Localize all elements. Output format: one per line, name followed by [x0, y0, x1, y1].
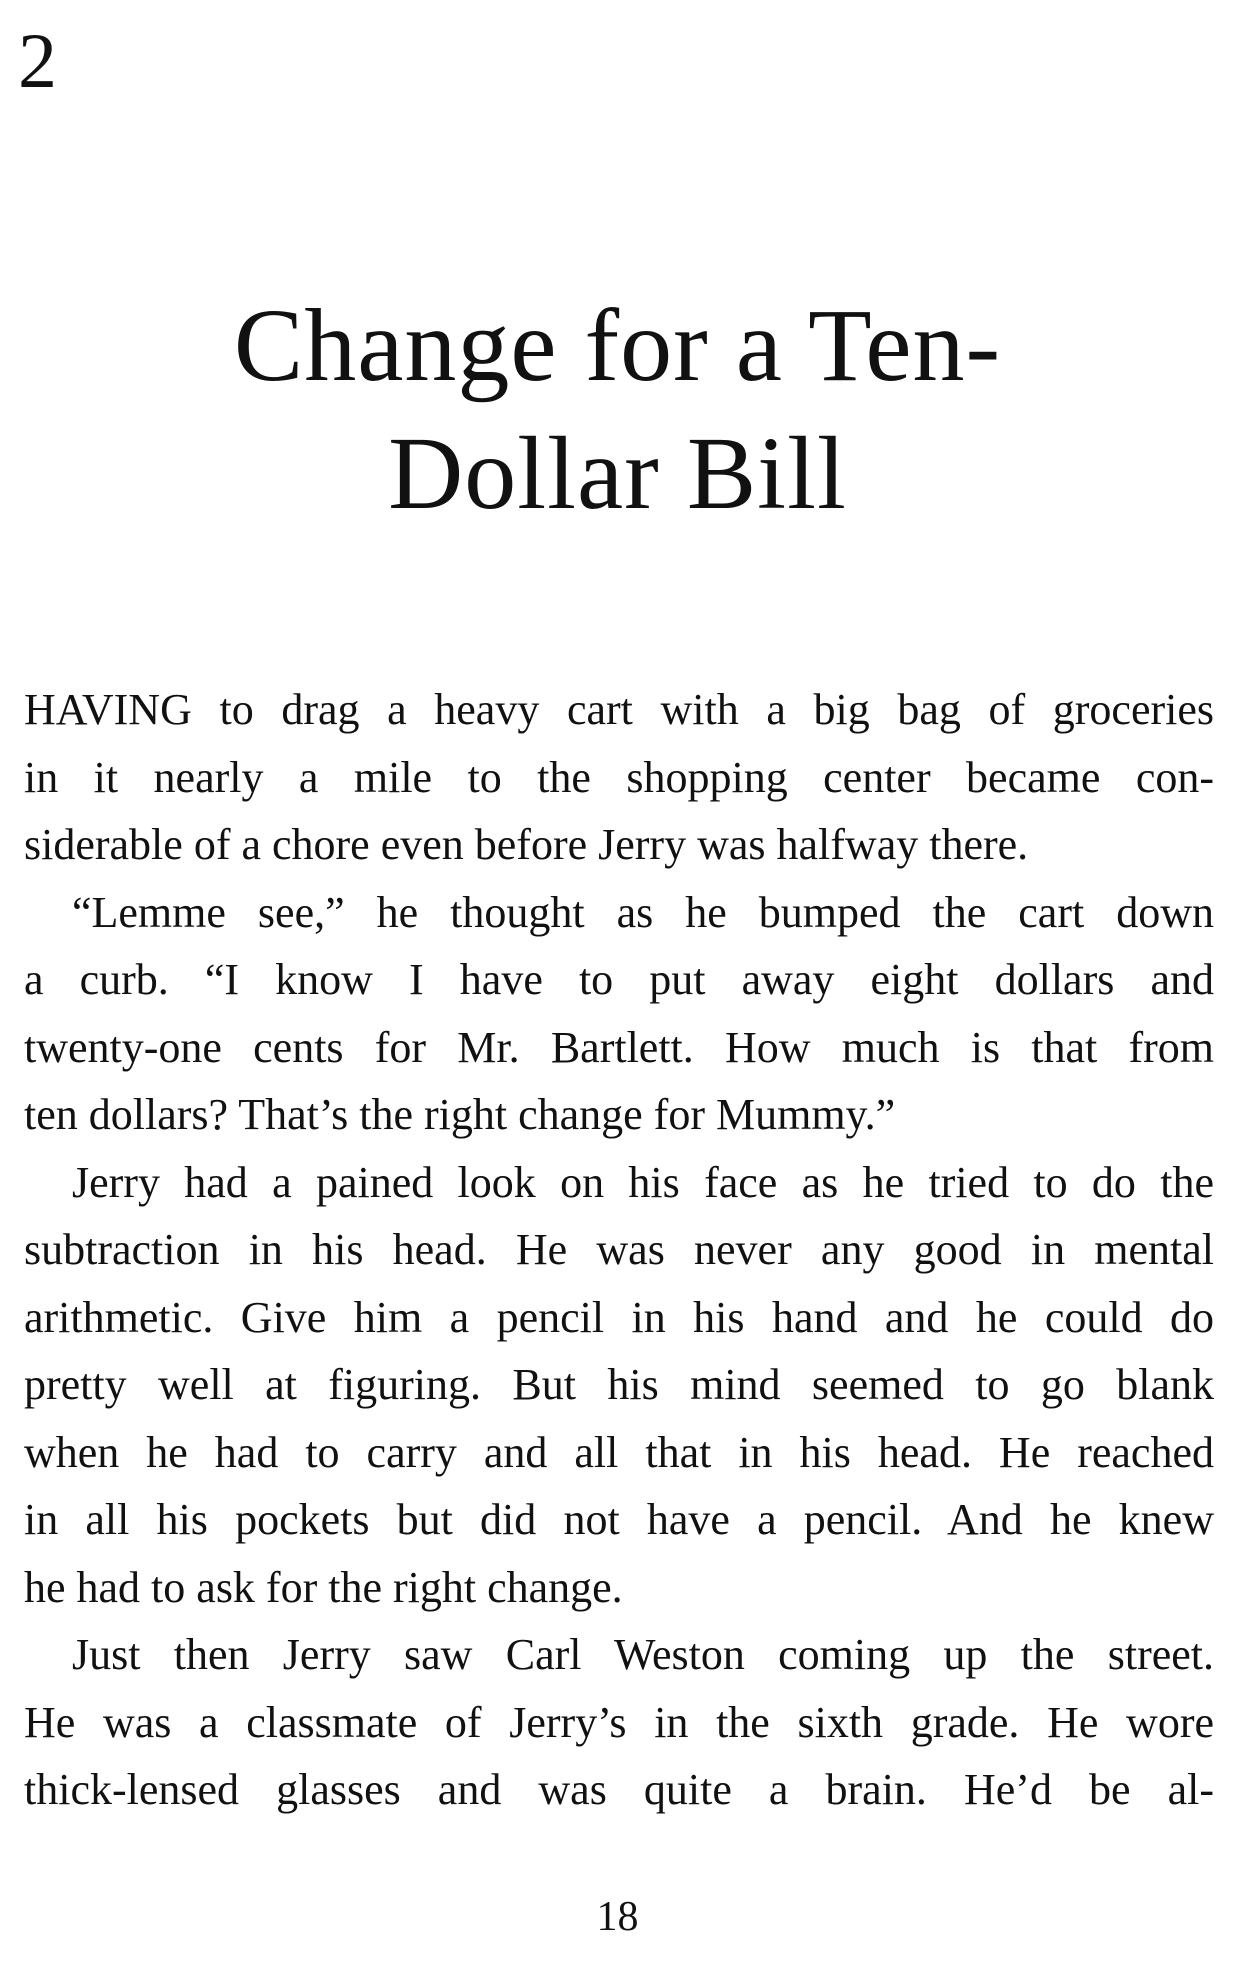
- body-line: pretty well at figuring. But his mind seemed to go blank: [24, 1360, 1214, 1409]
- body-line: arithmetic. Give him a pencil in his hand and he could do: [24, 1292, 1214, 1342]
- body-line: He was a classmate of Jerry’s in the sixth grade. He wore: [24, 1697, 1214, 1747]
- body-line: Jerry had a pained look on his face as he tried to do the: [72, 1157, 1214, 1207]
- body-line: he had to ask for the right change.: [24, 1562, 623, 1612]
- body-line: siderable of a chore even before Jerry was halfway there.: [24, 820, 1029, 869]
- body-line: Just then Jerry saw Carl Weston coming up the street.: [72, 1630, 1214, 1679]
- chapter-title-line-1: Change for a Ten-: [233, 288, 1002, 403]
- body-line: ten dollars? That’s the right change for Mummy.”: [24, 1090, 896, 1139]
- body-line: twenty-one cents for Mr. Bartlett. How much is that from: [24, 1022, 1214, 1072]
- body-line: HAVING to drag a heavy cart with a big bag of groceries: [24, 685, 1214, 734]
- chapter-title-line-2: Dollar Bill: [388, 416, 847, 531]
- body-line: a curb. “I know I have to put away eight dollars and: [24, 955, 1214, 1004]
- body-line: “Lemme see,” he thought as he bumped the cart down: [72, 887, 1214, 937]
- chapter-title: [0, 282, 1235, 538]
- body-line: thick-lensed glasses and was quite a brain. He’d be al-: [24, 1765, 1214, 1814]
- body-line: in it nearly a mile to the shopping center became con-: [24, 752, 1214, 802]
- body-text: [24, 676, 1214, 1824]
- body-line: subtraction in his head. He was never any good in mental: [24, 1225, 1214, 1274]
- body-line: in all his pockets but did not have a pencil. And he knew: [24, 1495, 1214, 1544]
- body-line: when he had to carry and all that in his head. He reached: [24, 1427, 1214, 1477]
- chapter-number: 2: [18, 17, 57, 104]
- page-number: 18: [596, 1894, 639, 1940]
